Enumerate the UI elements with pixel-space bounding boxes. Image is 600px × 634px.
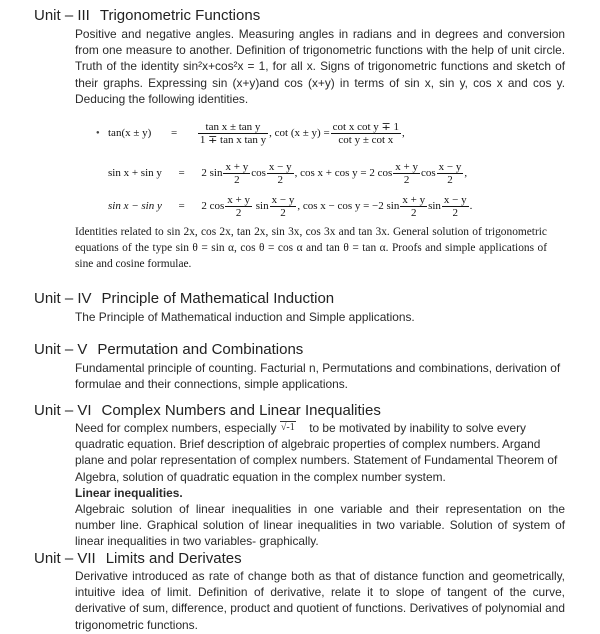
unit-6-heading: Unit – VI Complex Numbers and Linear Inequalities [34, 402, 381, 419]
unit-5-heading: Unit – V Permutation and Combinations [34, 341, 304, 358]
unit-6-body: Need for complex numbers, especially √-1 to be motivated by inability to solve every quadratic equation. Brief description of algebraic properties of complex numbers. Argand plane and polar representation of complex numbers. Statement of Fundamental Theorem of Algebra, solution of quadratic equation in the complex number system. [75, 421, 558, 484]
identities-paragraph: Identities related to sin 2x, cos 2x, tan 2x, sin 3x, cos 3x and tan 3x. General solution of trigonometric equations of the type sin θ = sin α, cos θ = cos α and tan θ = tan α. Proofs and simple applications of sine and cosine formulae. [75, 226, 547, 271]
equals-sign: = [170, 127, 178, 140]
unit-5-body: Fundamental principle of counting. Facturial n, Permutations and combinations, derivation of formulae and their connections, simple applications. [75, 361, 561, 392]
formula-difference-to-product: sin x − sin y = 2 cos $\frac{x + y}{2}$ sin $\frac{x - y}{2}$ , cos x − cos y = −2 sin $\frac{x + y}{2}$ sin $\frac{x - y}{2}$ . [108, 194, 473, 219]
cot-fraction: $\frac{\text{cot x cot y ∓ 1}}{\text{cot y ± cot x}}$ [332, 121, 400, 146]
unit-4-heading: Unit – IV Principle of Mathematical Induction [34, 290, 335, 307]
unit-3-body: Positive and negative angles. Measuring angles in radians and in degrees and conversion from one measure to another. Definition of trigonometric functions with the help of unit circle. Truth of the identity sin²x+cos²x = 1, for all x. Signs of trigonometric functions and sketch of their graphs. Expressing sin (x+y)and cos (x+y) in terms of sin x, sin y, cos x and cos y. Deducing the following identities. [75, 27, 565, 106]
unit-7-heading: Unit – VII Limits and Derivates [34, 550, 242, 567]
unit-4-body: The Principle of Mathematical induction and Simple applications. [75, 310, 415, 324]
cot-lhs: , cot (x ± y) = [269, 127, 330, 140]
sin-diff-lhs: sin x − sin y [108, 200, 162, 213]
unit-number: Unit – III [34, 7, 90, 24]
sqrt-minus-one: √-1 [280, 422, 295, 433]
linear-inequalities-subheading: Linear inequalities. [75, 486, 183, 500]
formula-sum-to-product: sin x + sin y = 2 sin $\frac{x + y}{2}$ cos $\frac{x - y}{2}$ , cos x + cos y = 2 cos $\frac{x + y}{2}$ cos $\frac{x - y}{2}$ , [108, 161, 468, 186]
tan-lhs: tan(x ± y) [108, 127, 152, 140]
unit-name: Trigonometric Functions [99, 7, 261, 24]
tan-fraction: $\frac{\text{tan x ± tan y}}{\text{1 ∓ tan x tan y}}$ [199, 121, 267, 146]
unit-3-heading [34, 7, 260, 24]
unit-6-body-2: Algebraic solution of linear inequalities in one variable and their representation on the number line. Graphical solution of linear inequalities in two variable. Solution of system of linear inequalities in two variables- graphically. [75, 502, 565, 549]
bullet-dot: ● [96, 130, 100, 136]
unit-7-body: Derivative introduced as rate of change both as that of distance function and geometrically, intuitive idea of limit. Definition of derivative, relate it to slope of tangent of the curve, derivative of sum, difference, product and quotient of functions. Derivatives of polynomial and trigonometric functions. [75, 569, 565, 632]
formula-tan-cot: tan(x ± y) = $\frac{\text{tan x ± tan y}}{\text{1 ∓ tan x tan y}}$ , cot (x ± y) = $\frac{\text{cot x cot y ∓ 1}}{\text{cot y ± cot x}}$ , [108, 121, 405, 146]
sin-sum-lhs: sin x + sin y [108, 167, 162, 180]
